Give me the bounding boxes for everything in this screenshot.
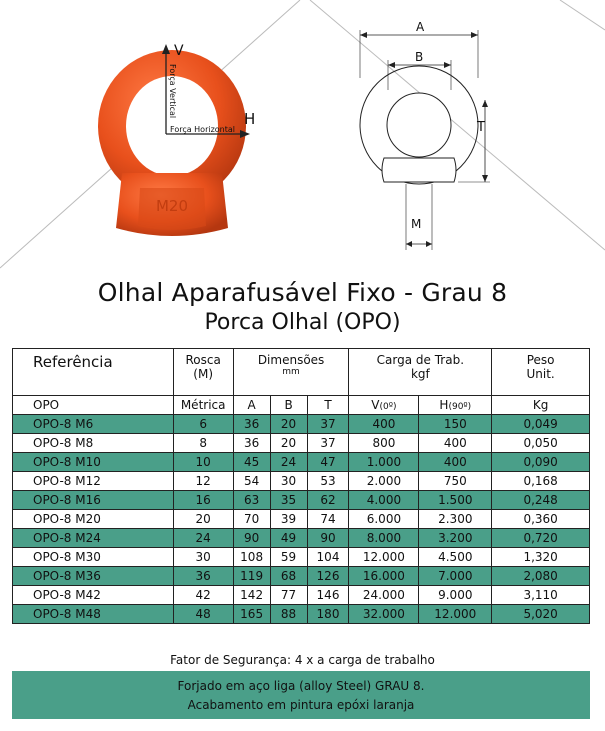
cell-h: 400 [419,453,492,472]
axis-h-label: H [244,110,256,128]
axis-v-label: V [174,43,184,59]
dim-b-label: B [415,50,424,64]
cell-h: 12.000 [419,605,492,624]
subheader-b: B [270,396,307,415]
cell-kg: 2,080 [492,567,590,586]
subheader-row [13,396,590,415]
cell-a: 108 [233,548,270,567]
table-row [13,491,590,510]
cell-h: 4.500 [419,548,492,567]
cell-h: 1.500 [419,491,492,510]
cell-v: 6.000 [349,510,419,529]
footer-line-2: Acabamento em pintura epóxi laranja [187,698,415,712]
cell-a: 36 [233,415,270,434]
cell-b: 88 [270,605,307,624]
cell-v: 800 [349,434,419,453]
cell-ref: OPO-8 M24 [13,529,174,548]
cell-v: 16.000 [349,567,419,586]
dim-a-label: A [416,20,425,34]
cell-rosca: 24 [173,529,233,548]
subheader-v: V(0º) [349,396,419,415]
table-row [13,472,590,491]
cell-kg: 0,090 [492,453,590,472]
cell-a: 45 [233,453,270,472]
eye-nut-photo [92,38,282,243]
table-row [13,586,590,605]
cell-b: 20 [270,434,307,453]
cell-kg: 0,049 [492,415,590,434]
cell-kg: 3,110 [492,586,590,605]
table-row [13,548,590,567]
header-peso: Peso Unit. [492,349,590,396]
cell-t: 126 [307,567,349,586]
subheader-kg: Kg [492,396,590,415]
cell-a: 70 [233,510,270,529]
dim-t-label: T [477,120,485,135]
subheader-a: A [233,396,270,415]
cell-t: 53 [307,472,349,491]
dim-m-label: M [411,217,422,231]
cell-ref: OPO-8 M10 [13,453,174,472]
product-title: Olhal Aparafusável Fixo - Grau 8 [97,278,508,307]
cell-kg: 0,248 [492,491,590,510]
cell-t: 37 [307,434,349,453]
technical-drawing [340,18,520,258]
cell-rosca: 16 [173,491,233,510]
header-referencia: Referência [13,349,174,396]
cell-rosca: 10 [173,453,233,472]
subheader-t: T [307,396,349,415]
cell-h: 150 [419,415,492,434]
cell-t: 146 [307,586,349,605]
cell-kg: 0,168 [492,472,590,491]
subheader-h: H(90º) [419,396,492,415]
nut-marking: M20 [155,197,189,215]
cell-ref: OPO-8 M20 [13,510,174,529]
cell-rosca: 12 [173,472,233,491]
cell-ref: OPO-8 M48 [13,605,174,624]
cell-b: 20 [270,415,307,434]
cell-t: 37 [307,415,349,434]
table-row [13,415,590,434]
cell-b: 30 [270,472,307,491]
cell-ref: OPO-8 M12 [13,472,174,491]
cell-t: 180 [307,605,349,624]
cell-ref: OPO-8 M30 [13,548,174,567]
cell-v: 2.000 [349,472,419,491]
cell-rosca: 42 [173,586,233,605]
cell-h: 400 [419,434,492,453]
cell-rosca: 8 [173,434,233,453]
cell-kg: 0,720 [492,529,590,548]
cell-a: 165 [233,605,270,624]
cell-a: 90 [233,529,270,548]
product-subtitle: Porca Olhal (OPO) [204,310,401,335]
cell-v: 400 [349,415,419,434]
table-row [13,567,590,586]
cell-a: 54 [233,472,270,491]
cell-rosca: 30 [173,548,233,567]
cell-b: 59 [270,548,307,567]
subheader-metrica: Métrica [173,396,233,415]
cell-t: 74 [307,510,349,529]
cell-kg: 0,050 [492,434,590,453]
cell-v: 24.000 [349,586,419,605]
cell-v: 12.000 [349,548,419,567]
cell-ref: OPO-8 M8 [13,434,174,453]
cell-b: 24 [270,453,307,472]
cell-rosca: 6 [173,415,233,434]
header-carga: Carga de Trab. kgf [349,349,492,396]
cell-t: 62 [307,491,349,510]
cell-kg: 1,320 [492,548,590,567]
cell-h: 750 [419,472,492,491]
cell-b: 35 [270,491,307,510]
cell-ref: OPO-8 M6 [13,415,174,434]
header-rosca: Rosca (M) [173,349,233,396]
cell-t: 47 [307,453,349,472]
cell-rosca: 36 [173,567,233,586]
cell-h: 9.000 [419,586,492,605]
cell-v: 4.000 [349,491,419,510]
cell-h: 7.000 [419,567,492,586]
footer-box [12,671,590,719]
table-row [13,510,590,529]
cell-rosca: 48 [173,605,233,624]
table-row [13,529,590,548]
cell-ref: OPO-8 M36 [13,567,174,586]
cell-kg: 5,020 [492,605,590,624]
cell-b: 77 [270,586,307,605]
cell-t: 90 [307,529,349,548]
table-row [13,434,590,453]
table-row [13,605,590,624]
forca-horizontal-label: Força Horizontal [170,125,236,134]
cell-h: 2.300 [419,510,492,529]
cell-kg: 0,360 [492,510,590,529]
subheader-opo: OPO [13,396,174,415]
safety-factor-note: Fator de Segurança: 4 x a carga de trabalho [170,653,435,667]
header-dimensoes: Dimensões mm [233,349,349,396]
forca-vertical-label: Força Vertical [168,64,177,119]
cell-h: 3.200 [419,529,492,548]
spec-table [12,348,590,624]
cell-b: 49 [270,529,307,548]
cell-a: 119 [233,567,270,586]
cell-a: 36 [233,434,270,453]
footer-line-1: Forjado em aço liga (alloy Steel) GRAU 8. [177,679,425,693]
cell-a: 142 [233,586,270,605]
cell-t: 104 [307,548,349,567]
cell-v: 8.000 [349,529,419,548]
cell-b: 68 [270,567,307,586]
cell-v: 32.000 [349,605,419,624]
cell-a: 63 [233,491,270,510]
cell-ref: OPO-8 M16 [13,491,174,510]
cell-ref: OPO-8 M42 [13,586,174,605]
table-row [13,453,590,472]
cell-b: 39 [270,510,307,529]
cell-v: 1.000 [349,453,419,472]
cell-rosca: 20 [173,510,233,529]
